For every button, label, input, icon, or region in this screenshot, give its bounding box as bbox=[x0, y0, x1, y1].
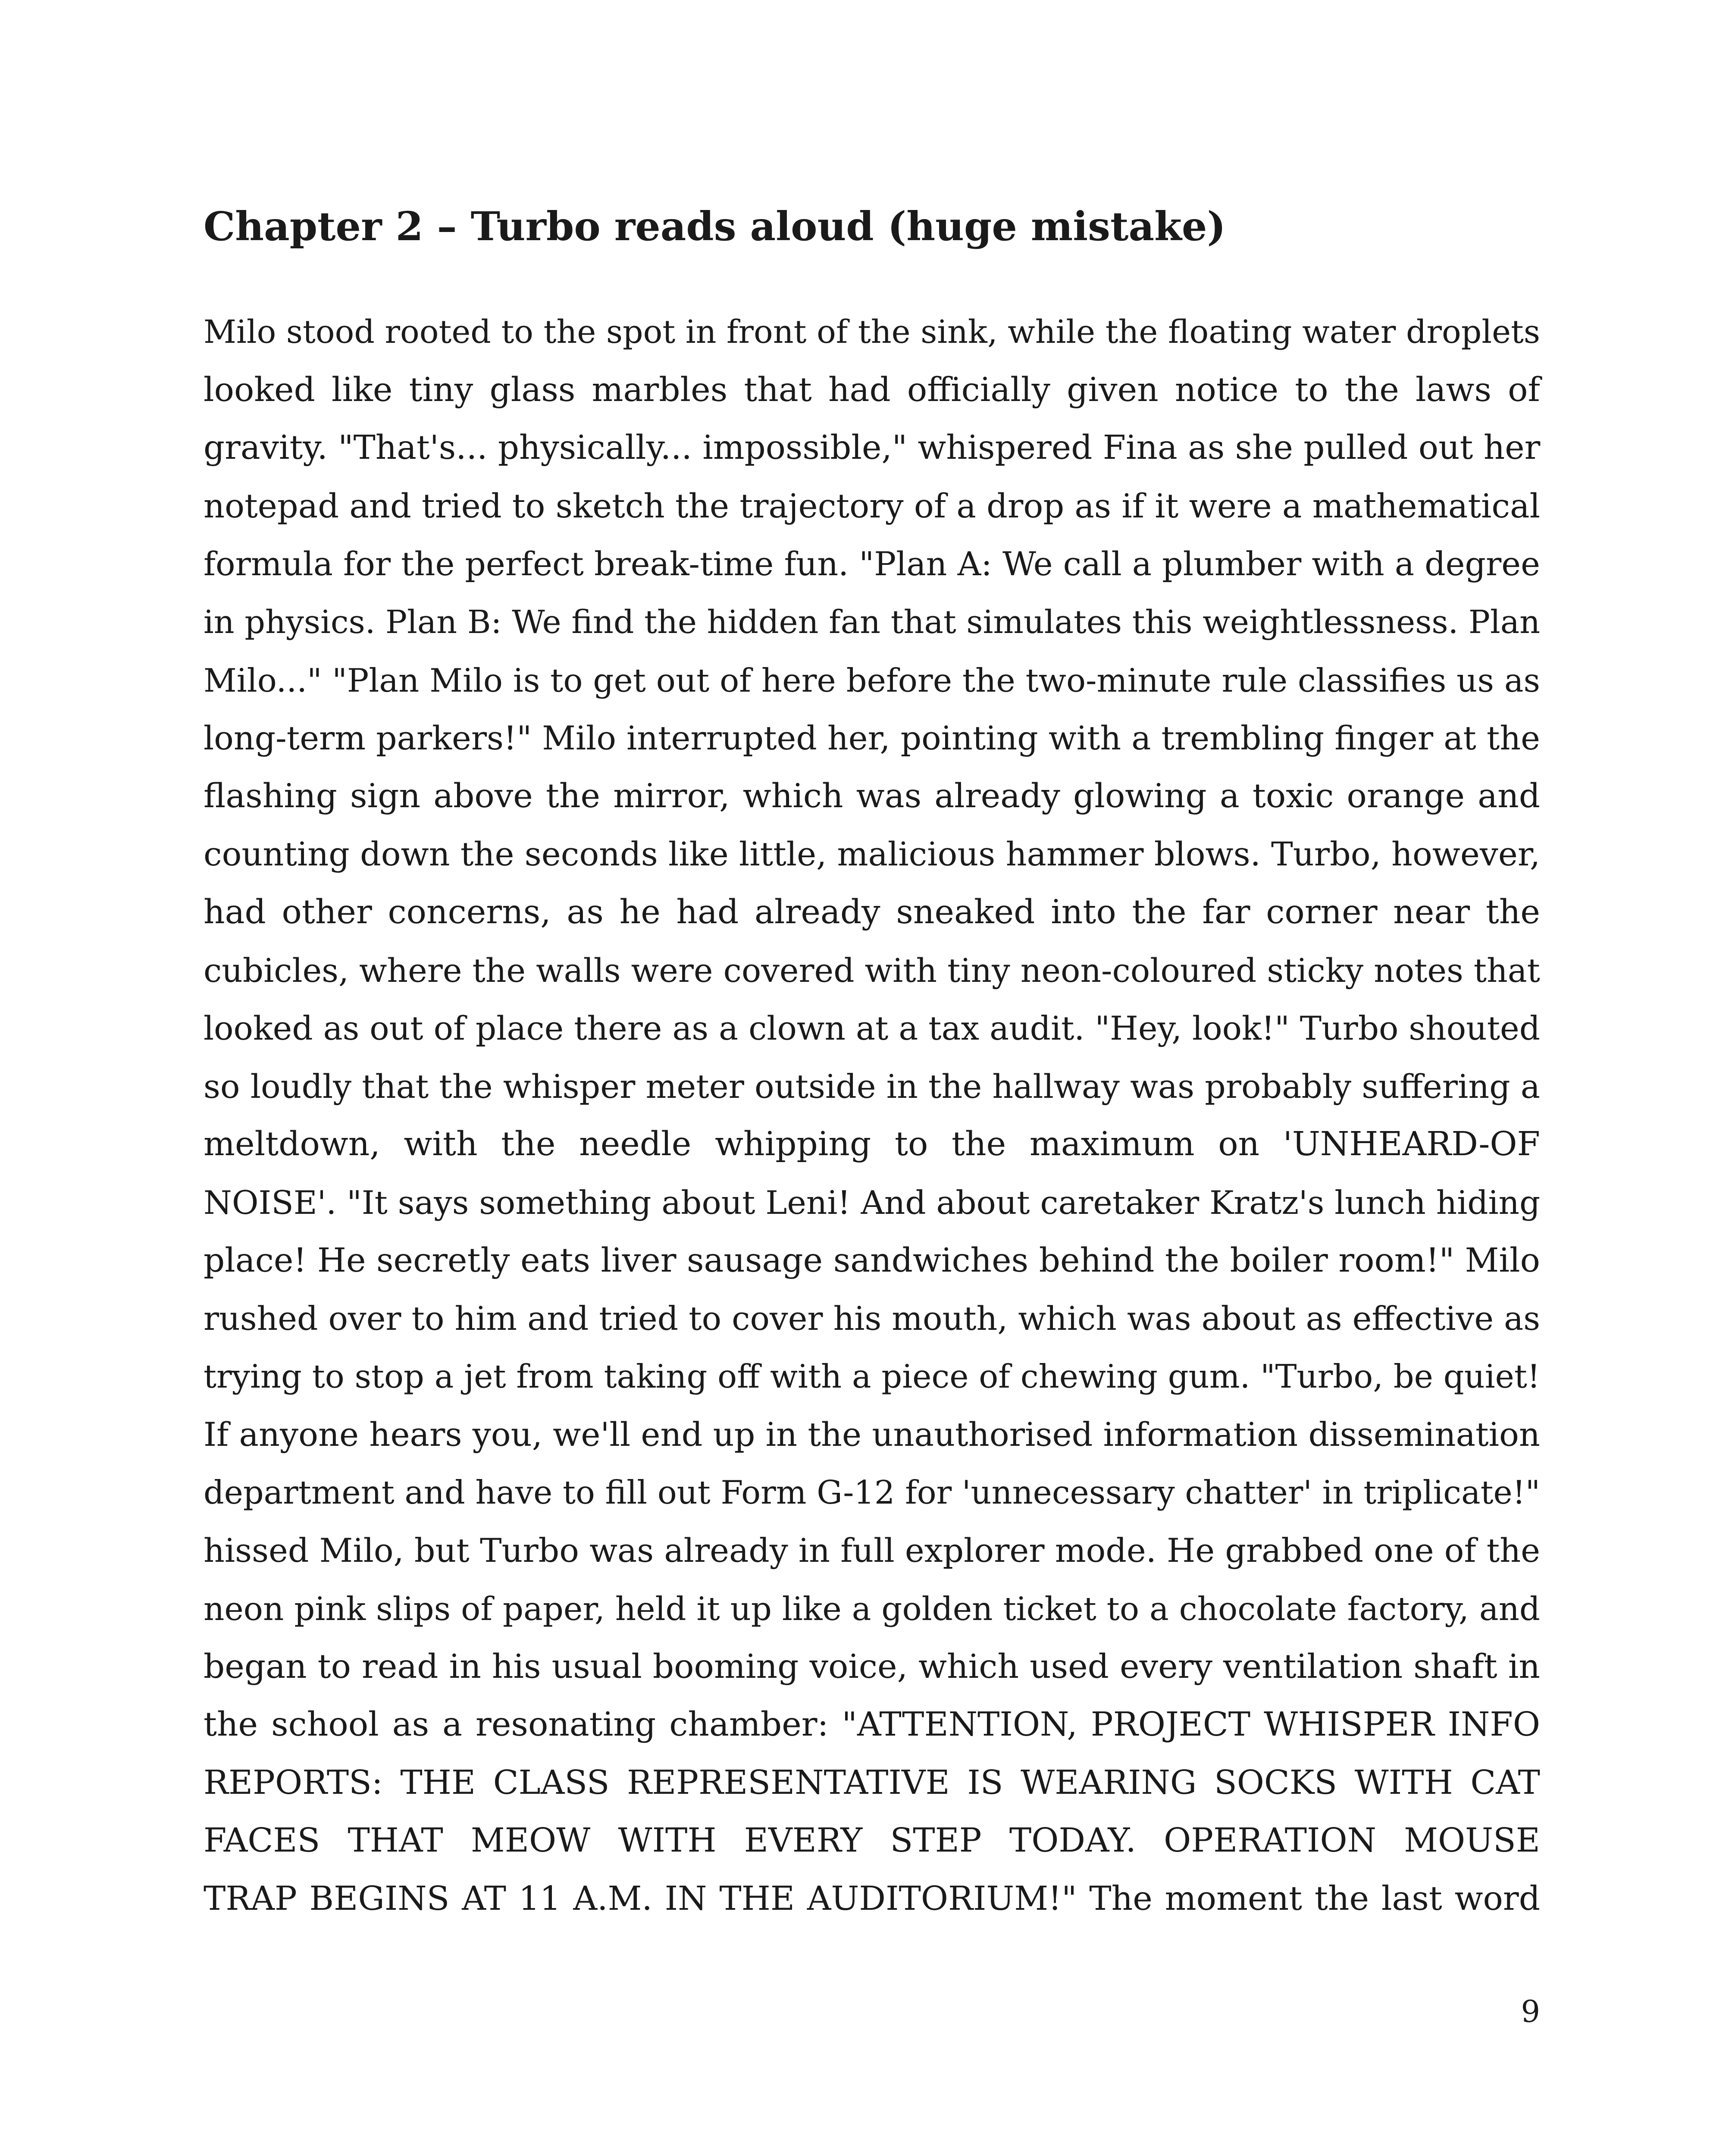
text-line: long-term parkers!" Milo interrupted her, pointing with a trembling finger at the bbox=[204, 719, 1540, 758]
text-line: If anyone hears you, we'll end up in the unauthorised information dissemination bbox=[204, 1415, 1540, 1454]
text-line: trying to stop a jet from taking off with a piece of chewing gum. "Turbo, be quiet! bbox=[204, 1357, 1540, 1395]
text-line: had other concerns, as he had already sneaked into the far corner near the bbox=[204, 893, 1540, 931]
text-line: gravity. "That's... physically... impossible," whispered Fina as she pulled out her bbox=[204, 429, 1541, 467]
text-line: cubicles, where the walls were covered with tiny neon-coloured sticky notes that bbox=[204, 951, 1540, 990]
chapter-title: Chapter 2 – Turbo reads aloud (huge mistake) bbox=[204, 203, 1226, 250]
text-line: so loudly that the whisper meter outside in the hallway was probably suffering a bbox=[204, 1067, 1540, 1106]
text-line: the school as a resonating chamber: "ATTENTION, PROJECT WHISPER INFO bbox=[204, 1705, 1540, 1744]
text-line: Milo stood rooted to the spot in front of the sink, while the floating water droplets bbox=[204, 313, 1540, 351]
text-line: FACES THAT MEOW WITH EVERY STEP TODAY. OPERATION MOUSE bbox=[204, 1821, 1540, 1860]
text-line: neon pink slips of paper, held it up like a golden ticket to a chocolate factory, and bbox=[204, 1590, 1540, 1628]
page-number: 9 bbox=[1521, 1994, 1540, 2029]
text-line: flashing sign above the mirror, which was already glowing a toxic orange and bbox=[204, 777, 1540, 815]
text-line: rushed over to him and tried to cover his mouth, which was about as effective as bbox=[204, 1300, 1540, 1338]
text-line: began to read in his usual booming voice, which used every ventilation shaft in bbox=[204, 1647, 1540, 1686]
text-line: formula for the perfect break-time fun. "Plan A: We call a plumber with a degree bbox=[204, 545, 1540, 583]
text-line: department and have to fill out Form G-12 for 'unnecessary chatter' in triplicate!" bbox=[204, 1473, 1541, 1511]
text-line: TRAP BEGINS AT 11 A.M. IN THE AUDITORIUM!" The moment the last word bbox=[204, 1880, 1540, 1918]
text-line: meltdown, with the needle whipping to the maximum on 'UNHEARD-OF bbox=[204, 1125, 1540, 1164]
text-line: NOISE'. "It says something about Leni! And about caretaker Kratz's lunch hiding bbox=[204, 1183, 1541, 1222]
text-line: counting down the seconds like little, malicious hammer blows. Turbo, however, bbox=[204, 835, 1540, 874]
text-line: Milo..." "Plan Milo is to get out of here before the two-minute rule classifies us as bbox=[204, 661, 1540, 699]
text-line: place! He secretly eats liver sausage sandwiches behind the boiler room!" Milo bbox=[204, 1241, 1540, 1280]
text-line: hissed Milo, but Turbo was already in full explorer mode. He grabbed one of the bbox=[204, 1532, 1540, 1570]
text-line: in physics. Plan B: We find the hidden fan that simulates this weightlessness. Plan bbox=[204, 603, 1540, 641]
text-line: looked like tiny glass marbles that had officially given notice to the laws of bbox=[204, 370, 1540, 409]
text-line: REPORTS: THE CLASS REPRESENTATIVE IS WEARING SOCKS WITH CAT bbox=[204, 1763, 1540, 1802]
text-line: looked as out of place there as a clown at a tax audit. "Hey, look!" Turbo shouted bbox=[204, 1009, 1540, 1048]
body-paragraph bbox=[204, 303, 1540, 1928]
text-line: notepad and tried to sketch the trajectory of a drop as if it were a mathematical bbox=[204, 486, 1540, 525]
